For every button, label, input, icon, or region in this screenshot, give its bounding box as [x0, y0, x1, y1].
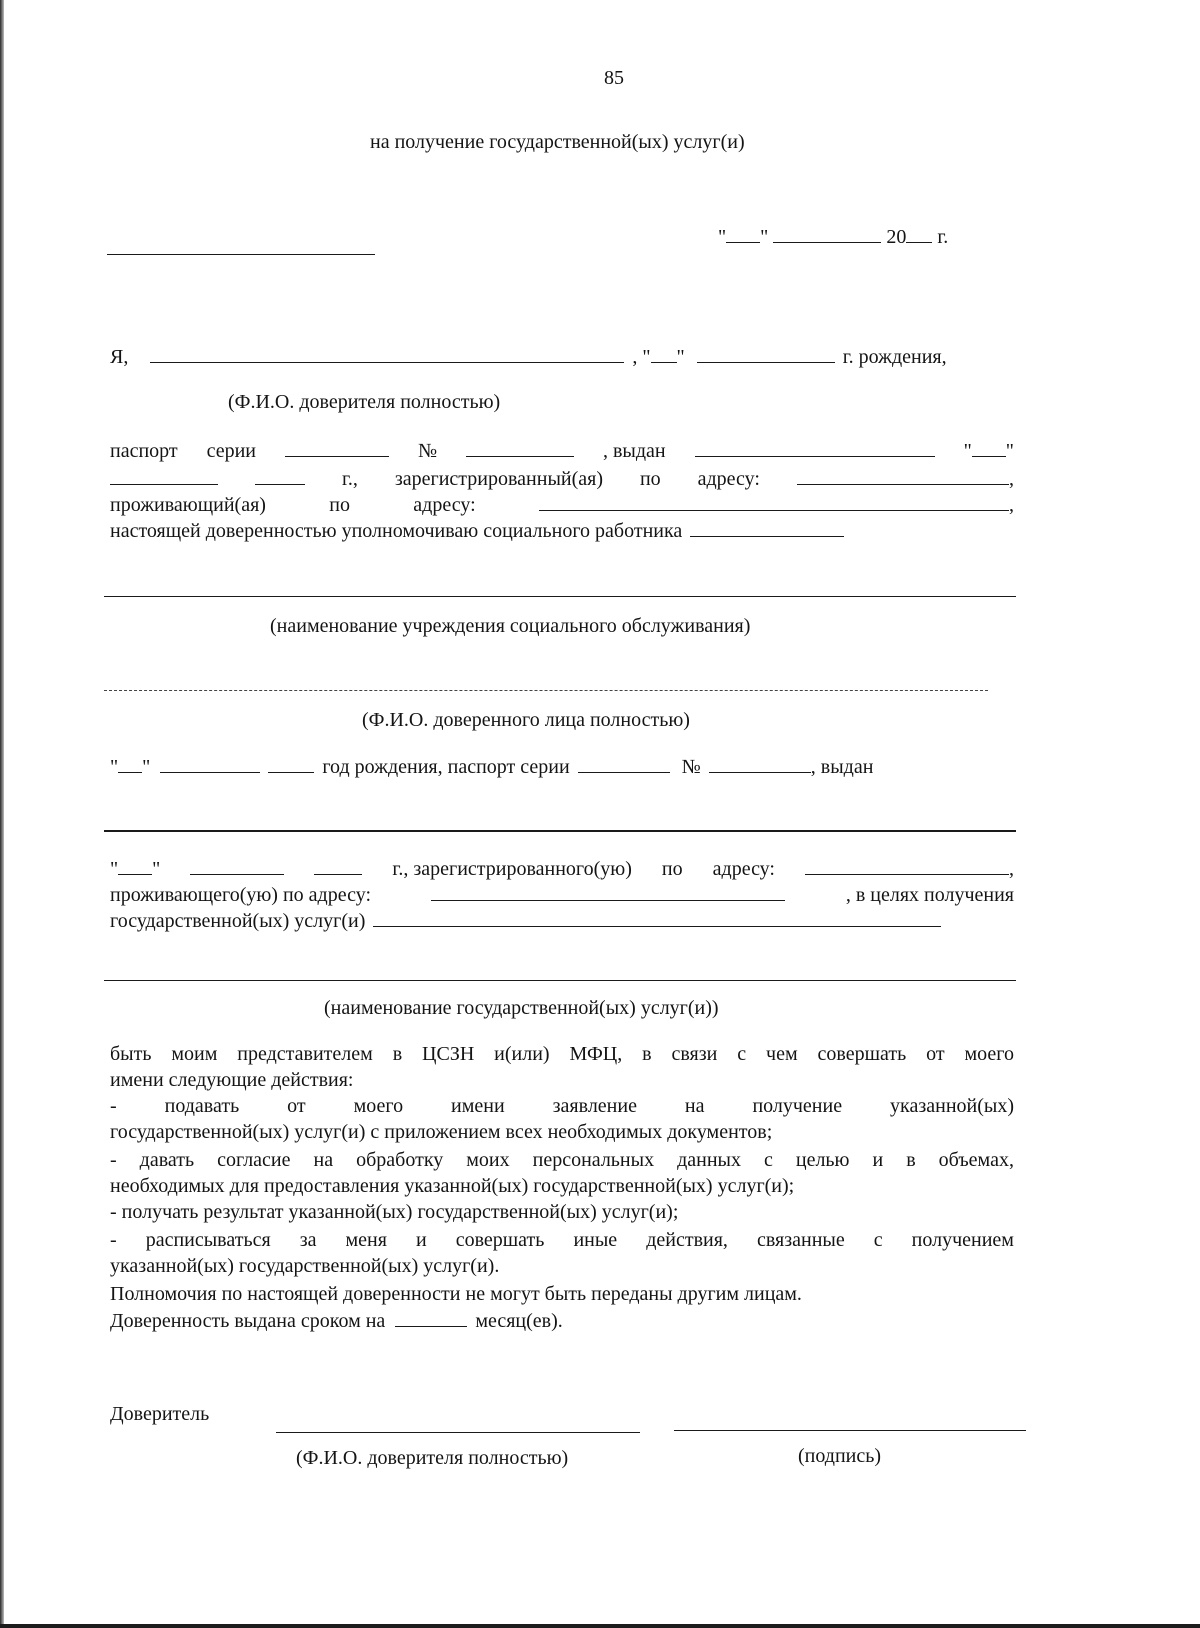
residence-line: [110, 492, 1014, 517]
trustee-registered-word-2: адресу:: [712, 858, 775, 880]
trustee-birth-passport-text: год рождения, паспорт серии: [322, 756, 570, 778]
body-word: моего: [964, 1043, 1014, 1065]
passport-series-field[interactable]: [285, 438, 389, 457]
body-word: на: [313, 1149, 334, 1171]
body-word: подавать: [164, 1095, 240, 1117]
body-word: совершать: [817, 1043, 907, 1065]
body-word: ЦСЗН: [422, 1043, 475, 1065]
trustee-issue-year-field[interactable]: [314, 856, 362, 875]
place-field[interactable]: [107, 254, 375, 255]
issue-year-mark: г.,: [341, 468, 358, 490]
living-word-2: по: [329, 494, 350, 516]
series-label: серии: [206, 440, 257, 462]
page-number: 85: [604, 67, 624, 89]
trustee-registration-line: [110, 856, 1014, 881]
body-word: давать: [139, 1149, 195, 1171]
body-line-2: имени следующие действия:: [110, 1069, 354, 1091]
number-label: №: [417, 440, 438, 462]
passport-label: паспорт: [110, 440, 178, 462]
trustee-issue-month-field[interactable]: [190, 856, 284, 875]
living-word-1: проживающий(ая): [110, 494, 266, 516]
service-name-caption: (наименование государственной(ых) услуг(и)): [324, 997, 719, 1019]
trustee-issue-quote-open: ": [110, 858, 119, 880]
signature-fio-caption: (Ф.И.О. доверителя полностью): [296, 1447, 569, 1469]
body-word: персональных: [532, 1149, 655, 1171]
trustee-purpose-text: , в целях получения: [845, 884, 1014, 906]
body-word: -: [110, 1095, 117, 1117]
trustee-service-text: государственной(ых) услуг(и): [110, 910, 366, 932]
trustee-residence-address-field[interactable]: [431, 882, 785, 901]
body-word: моего: [353, 1095, 404, 1117]
signature-sign-caption: (подпись): [798, 1445, 882, 1467]
principal-line: [110, 344, 1014, 369]
body-word: в: [642, 1043, 652, 1065]
body-line-4: государственной(ых) услуг(и) с приложением всех необходимых документов;: [110, 1121, 773, 1143]
institution-caption: (наименование учреждения социального обслуживания): [270, 615, 751, 637]
passport-issuer-field[interactable]: [695, 438, 935, 457]
body-line-7: - получать результат указанной(ых) государственной(ых) услуг(и);: [110, 1201, 679, 1223]
date-line: [718, 224, 948, 249]
issue-year-field[interactable]: [255, 466, 305, 485]
body-word: от: [287, 1095, 306, 1117]
issue-quote-close: ": [1005, 440, 1014, 462]
body-word: получение: [752, 1095, 843, 1117]
body-line-11: [110, 1308, 1014, 1333]
principal-birth-open: , ": [632, 346, 651, 368]
body-word: быть: [110, 1043, 152, 1065]
body-word: иные: [573, 1229, 618, 1251]
scan-edge-bottom: [0, 1624, 1200, 1628]
body-word: за: [299, 1229, 317, 1251]
passport-line: [110, 438, 1014, 463]
principal-pronoun: Я,: [110, 346, 129, 368]
body-word: на: [684, 1095, 705, 1117]
body-word: совершать: [455, 1229, 545, 1251]
day-field[interactable]: [726, 224, 760, 243]
body-word: получением: [911, 1229, 1014, 1251]
principal-fio-caption: (Ф.И.О. доверителя полностью): [228, 391, 501, 413]
residence-comma: ,: [1008, 494, 1014, 516]
trustee-birth-day-field[interactable]: [118, 754, 142, 773]
date-quote-open: ": [718, 226, 727, 248]
body-word: МФЦ,: [569, 1043, 623, 1065]
trustee-registration-comma: ,: [1009, 858, 1014, 880]
registered-word-3: адресу:: [697, 468, 760, 490]
institution-field[interactable]: [104, 596, 1016, 597]
service-line: [110, 908, 1014, 933]
trustee-residence-line: [110, 882, 1014, 907]
signature-fio-field[interactable]: [276, 1432, 640, 1433]
body-word: -: [110, 1229, 117, 1251]
trustee-registration-address-field[interactable]: [805, 856, 1009, 875]
principal-birth-close: ": [676, 346, 685, 368]
issue-day-field[interactable]: [972, 438, 1006, 457]
year-prefix: 20: [886, 226, 907, 248]
body-word: согласие: [217, 1149, 291, 1171]
body-line-3: [110, 1094, 1014, 1118]
signature-sign-field[interactable]: [674, 1430, 1026, 1431]
body-word: действия,: [646, 1229, 728, 1251]
body-word: объемах,: [938, 1149, 1014, 1171]
service-name-field[interactable]: [104, 980, 1016, 981]
principal-fio-field[interactable]: [150, 344, 624, 363]
signature-label: Доверитель: [110, 1403, 210, 1425]
body-word: с: [737, 1043, 747, 1065]
body-line-10: Полномочия по настоящей доверенности не могут быть переданы другим лицам.: [110, 1283, 802, 1305]
body-word: меня: [345, 1229, 387, 1251]
trustee-series-field[interactable]: [578, 754, 670, 773]
trustee-number-field[interactable]: [709, 754, 811, 773]
body-line-5: [110, 1148, 1014, 1172]
month-field[interactable]: [773, 224, 881, 243]
registration-line: [110, 466, 1014, 491]
scan-edge: [0, 0, 4, 1628]
body-line-1: [110, 1042, 1014, 1066]
body-word: в: [906, 1149, 916, 1171]
date-quote-close: ": [760, 226, 769, 248]
body-line-6: необходимых для предоставления указанной(ых) государственной(ых) услуг(и);: [110, 1175, 795, 1197]
registration-comma: ,: [1008, 468, 1014, 490]
body-word: моим: [171, 1043, 218, 1065]
year-field[interactable]: [906, 224, 932, 243]
trustee-living-text: проживающего(ую) по адресу:: [110, 884, 372, 906]
body-word: расписываться: [145, 1229, 271, 1251]
trustee-birth-year-field[interactable]: [268, 754, 314, 773]
body-word: в: [392, 1043, 403, 1065]
body-word: с: [873, 1229, 883, 1251]
trustee-birth-month-field[interactable]: [160, 754, 260, 773]
body-line-9: указанной(ых) государственной(ых) услуг(и).: [110, 1255, 500, 1277]
year-suffix: г.: [937, 226, 949, 248]
principal-birth-suffix: г. рождения,: [842, 346, 947, 368]
principal-birth-day-field[interactable]: [651, 344, 677, 363]
authorize-line: [110, 518, 1014, 543]
document-title: на получение государственной(ых) услуг(и): [370, 131, 745, 153]
body-word: моих: [466, 1149, 510, 1171]
trustee-birth-quote-close: ": [142, 756, 151, 778]
authorize-text: настоящей доверенностью уполномочиваю социального работника: [110, 520, 683, 542]
social-worker-field[interactable]: [690, 518, 844, 537]
trustee-fio-caption: (Ф.И.О. доверенного лица полностью): [362, 709, 690, 731]
residence-address-field[interactable]: [539, 492, 1009, 511]
registered-word-1: зарегистрированный(ая): [394, 468, 603, 490]
trustee-issued-text: , выдан: [810, 756, 874, 778]
term-prefix: Доверенность выдана сроком на: [110, 1310, 386, 1332]
body-word: от: [926, 1043, 945, 1065]
passport-number-field[interactable]: [466, 438, 574, 457]
body-word: представителем: [237, 1043, 373, 1065]
body-word: целью: [795, 1149, 850, 1171]
body-word: обработку: [356, 1149, 444, 1171]
body-word: -: [110, 1149, 117, 1171]
trustee-issue-day-field[interactable]: [118, 856, 152, 875]
living-word-3: адресу:: [413, 494, 476, 516]
body-word: связи: [671, 1043, 718, 1065]
trustee-year-mark: г., зарегистрированного(ую): [392, 858, 632, 880]
trustee-number-mark: №: [681, 756, 701, 778]
body-word: заявление: [552, 1095, 637, 1117]
trustee-passport-line: [110, 754, 1014, 779]
body-word: чем: [766, 1043, 798, 1065]
trustee-fio-field[interactable]: [104, 690, 988, 691]
body-word: и: [415, 1229, 427, 1251]
body-word: и(или): [494, 1043, 550, 1065]
body-line-8: [110, 1228, 1014, 1252]
trustee-registered-word-1: по: [661, 858, 683, 880]
issued-label: , выдан: [602, 440, 666, 462]
registration-address-field[interactable]: [797, 466, 1009, 485]
trustee-issue-quote-close: ": [152, 858, 161, 880]
principal-birth-date-field[interactable]: [697, 344, 835, 363]
body-word: связанные: [756, 1229, 845, 1251]
body-word: имени: [451, 1095, 505, 1117]
issue-month-field[interactable]: [110, 466, 218, 485]
body-word: с: [763, 1149, 773, 1171]
service-field[interactable]: [373, 908, 941, 927]
term-suffix: месяц(ев).: [475, 1310, 563, 1332]
trustee-birth-quote-open: ": [110, 756, 119, 778]
body-word: и: [872, 1149, 884, 1171]
body-word: данных: [677, 1149, 741, 1171]
registered-word-2: по: [639, 468, 661, 490]
term-field[interactable]: [395, 1308, 467, 1327]
trustee-issuer-field[interactable]: [104, 830, 1016, 832]
body-word: указанной(ых): [890, 1095, 1014, 1117]
issue-quote-open: ": [963, 440, 972, 462]
